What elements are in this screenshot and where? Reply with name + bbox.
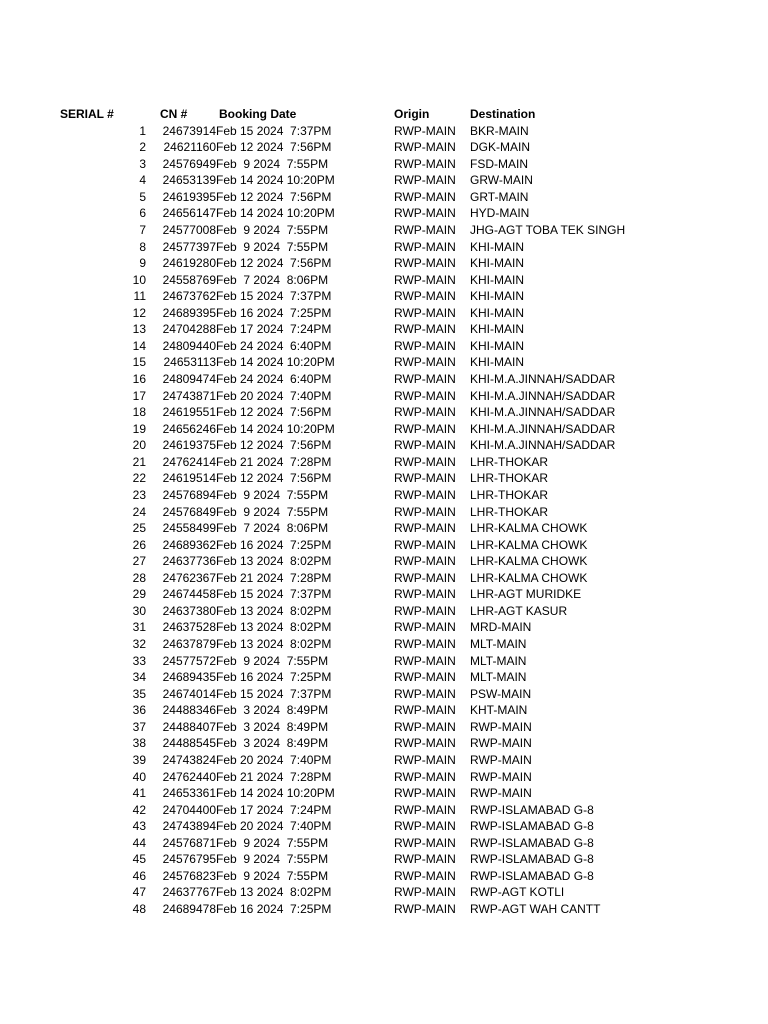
table-header-row — [60, 106, 640, 123]
cn-cell: 24577397 — [162, 239, 216, 254]
serial-cell: 27 — [132, 554, 146, 569]
destination-cell: MLT-MAIN — [470, 653, 527, 668]
destination-cell: MRD-MAIN — [470, 620, 532, 635]
table-row — [60, 868, 640, 885]
table-row — [60, 305, 640, 322]
cn-cell: 24576894 — [162, 487, 216, 502]
table-row — [60, 719, 640, 736]
destination-cell: KHI-M.A.JINNAH/SADDAR — [470, 438, 616, 453]
destination-cell: LHR-KALMA CHOWK — [470, 537, 588, 552]
booking-date-cell: Feb 13 2024 8:02PM — [216, 885, 332, 900]
destination-cell: FSD-MAIN — [470, 156, 528, 171]
table-row — [60, 603, 640, 620]
serial-cell: 41 — [132, 786, 146, 801]
table-row — [60, 653, 640, 670]
booking-date-cell: Feb 20 2024 7:40PM — [216, 752, 332, 767]
shipment-table — [60, 106, 640, 918]
cn-cell: 24809474 — [162, 372, 216, 386]
destination-cell: KHT-MAIN — [470, 703, 528, 718]
booking-date-cell: Feb 20 2024 7:40PM — [216, 388, 332, 403]
serial-cell: 24 — [132, 504, 146, 519]
serial-cell: 25 — [132, 521, 146, 536]
table-row — [60, 619, 640, 636]
cn-cell: 24619280 — [162, 256, 216, 271]
booking-date-cell: Feb 3 2024 8:49PM — [216, 703, 329, 718]
booking-date-cell: Feb 14 2024 10:20PM — [216, 173, 335, 188]
origin-cell: RWP-MAIN — [394, 902, 456, 916]
header-origin: Origin — [394, 107, 430, 121]
cn-cell: 24674014 — [162, 686, 216, 701]
cn-cell: 24704288 — [162, 322, 216, 337]
destination-cell: KHI-M.A.JINNAH/SADDAR — [470, 421, 616, 436]
serial-cell: 17 — [132, 388, 146, 403]
cn-cell: 24809440 — [162, 338, 216, 353]
destination-cell: RWP-MAIN — [470, 736, 532, 751]
header-booking-date — [216, 106, 394, 123]
origin-cell: RWP-MAIN — [394, 769, 456, 784]
serial-cell: 12 — [132, 305, 146, 320]
table-row — [60, 172, 640, 189]
table-row — [60, 884, 640, 901]
booking-date-cell: Feb 13 2024 8:02PM — [216, 637, 332, 651]
destination-cell: LHR-THOKAR — [470, 504, 549, 519]
cn-cell: 24743894 — [162, 819, 216, 834]
cn-cell: 24637528 — [162, 620, 216, 635]
destination-cell: RWP-AGT KOTLI — [470, 885, 565, 900]
booking-date-cell: Feb 13 2024 8:02PM — [216, 554, 332, 569]
cn-cell: 24689395 — [162, 305, 216, 320]
booking-date-cell: Feb 13 2024 8:02PM — [216, 620, 332, 635]
table-row — [60, 735, 640, 752]
origin-cell: RWP-MAIN — [394, 670, 456, 685]
serial-cell: 30 — [132, 603, 146, 618]
table-row — [60, 636, 640, 653]
destination-cell: HYD-MAIN — [470, 206, 530, 221]
serial-cell: 32 — [132, 637, 146, 651]
destination-cell: KHI-M.A.JINNAH/SADDAR — [470, 405, 616, 420]
table-row — [60, 388, 640, 405]
table-row — [60, 802, 640, 819]
serial-cell: 40 — [132, 769, 146, 784]
destination-cell: GRT-MAIN — [470, 189, 529, 204]
serial-cell: 22 — [132, 471, 146, 486]
booking-date-cell: Feb 9 2024 7:55PM — [216, 504, 329, 519]
table-row — [60, 487, 640, 504]
origin-cell: RWP-MAIN — [394, 272, 456, 287]
origin-cell: RWP-MAIN — [394, 719, 456, 734]
origin-cell: RWP-MAIN — [394, 637, 456, 651]
cn-cell: 24674458 — [162, 587, 216, 602]
cn-cell: 24576823 — [162, 868, 216, 883]
origin-cell: RWP-MAIN — [394, 686, 456, 701]
booking-date-cell: Feb 12 2024 7:56PM — [216, 438, 332, 453]
serial-cell: 16 — [132, 372, 146, 386]
origin-cell: RWP-MAIN — [394, 454, 456, 469]
serial-cell: 43 — [132, 819, 146, 834]
table-row — [60, 835, 640, 852]
table-row — [60, 686, 640, 703]
cn-cell: 24762414 — [162, 454, 216, 469]
origin-cell: RWP-MAIN — [394, 140, 456, 155]
table-row — [60, 239, 640, 256]
table-row — [60, 818, 640, 835]
cn-cell: 24576795 — [162, 852, 216, 867]
serial-cell: 29 — [132, 587, 146, 602]
booking-date-cell: Feb 12 2024 7:56PM — [216, 140, 332, 155]
serial-cell: 10 — [132, 272, 146, 287]
booking-date-cell: Feb 7 2024 8:06PM — [216, 272, 329, 287]
destination-cell: KHI-M.A.JINNAH/SADDAR — [470, 388, 616, 403]
cn-cell: 24577008 — [162, 222, 216, 237]
origin-cell: RWP-MAIN — [394, 388, 456, 403]
booking-date-cell: Feb 7 2024 8:06PM — [216, 521, 329, 536]
booking-date-cell: Feb 13 2024 8:02PM — [216, 603, 332, 618]
cn-cell: 24689435 — [162, 670, 216, 685]
origin-cell: RWP-MAIN — [394, 885, 456, 900]
table-row — [60, 354, 640, 371]
cn-cell: 24619375 — [162, 438, 216, 453]
table-row — [60, 851, 640, 868]
table-row — [60, 139, 640, 156]
serial-cell: 9 — [139, 256, 146, 271]
cn-cell: 24656246 — [162, 421, 216, 436]
origin-cell: RWP-MAIN — [394, 372, 456, 386]
destination-cell: JHG-AGT TOBA TEK SINGH — [470, 222, 626, 237]
origin-cell: RWP-MAIN — [394, 471, 456, 486]
booking-date-cell: Feb 15 2024 7:37PM — [216, 123, 332, 138]
destination-cell: RWP-ISLAMABAD G-8 — [470, 852, 594, 867]
booking-date-cell: Feb 9 2024 7:55PM — [216, 653, 329, 668]
serial-cell: 28 — [132, 570, 146, 585]
serial-cell: 26 — [132, 537, 146, 552]
serial-cell: 1 — [139, 123, 146, 138]
destination-cell: KHI-MAIN — [470, 355, 524, 370]
table-row — [60, 437, 640, 454]
origin-cell: RWP-MAIN — [394, 703, 456, 718]
header-serial: SERIAL # — [60, 107, 114, 121]
table-row — [60, 156, 640, 173]
table-row — [60, 785, 640, 802]
booking-date-cell: Feb 9 2024 7:55PM — [216, 156, 329, 171]
cn-cell: 24637879 — [162, 637, 216, 651]
origin-cell: RWP-MAIN — [394, 587, 456, 602]
cn-cell: 24689478 — [162, 902, 216, 916]
booking-date-cell: Feb 16 2024 7:25PM — [216, 305, 332, 320]
serial-cell: 37 — [132, 719, 146, 734]
table-row — [60, 371, 640, 388]
booking-date-cell: Feb 12 2024 7:56PM — [216, 256, 332, 271]
table-row — [60, 338, 640, 355]
table-row — [60, 205, 640, 222]
cn-cell: 24488545 — [162, 736, 216, 751]
origin-cell: RWP-MAIN — [394, 156, 456, 171]
origin-cell: RWP-MAIN — [394, 322, 456, 337]
booking-date-cell: Feb 3 2024 8:49PM — [216, 736, 329, 751]
booking-date-cell: Feb 16 2024 7:25PM — [216, 670, 332, 685]
serial-cell: 48 — [132, 902, 146, 916]
serial-cell: 36 — [132, 703, 146, 718]
origin-cell: RWP-MAIN — [394, 123, 456, 138]
table-row — [60, 504, 640, 521]
serial-cell: 13 — [132, 322, 146, 337]
cn-cell: 24619395 — [162, 189, 216, 204]
booking-date-cell: Feb 15 2024 7:37PM — [216, 686, 332, 701]
origin-cell: RWP-MAIN — [394, 256, 456, 271]
table-row — [60, 570, 640, 587]
serial-cell: 47 — [132, 885, 146, 900]
cn-cell: 24558499 — [162, 521, 216, 536]
serial-cell: 8 — [139, 239, 146, 254]
destination-cell: LHR-THOKAR — [470, 487, 549, 502]
destination-cell: KHI-MAIN — [470, 338, 524, 353]
cn-cell: 24653139 — [162, 173, 216, 188]
destination-cell: RWP-MAIN — [470, 752, 532, 767]
destination-cell: RWP-AGT WAH CANTT — [470, 902, 601, 916]
booking-date-cell: Feb 12 2024 7:56PM — [216, 471, 332, 486]
cn-cell: 24637767 — [162, 885, 216, 900]
serial-cell: 44 — [132, 835, 146, 850]
origin-cell: RWP-MAIN — [394, 570, 456, 585]
serial-cell: 19 — [132, 421, 146, 436]
destination-cell: KHI-MAIN — [470, 305, 524, 320]
origin-cell: RWP-MAIN — [394, 786, 456, 801]
origin-cell: RWP-MAIN — [394, 206, 456, 221]
origin-cell: RWP-MAIN — [394, 620, 456, 635]
cn-cell: 24656147 — [162, 206, 216, 221]
serial-cell: 18 — [132, 405, 146, 420]
destination-cell: RWP-ISLAMABAD G-8 — [470, 868, 594, 883]
header-cn — [146, 106, 216, 123]
booking-date-cell: Feb 16 2024 7:25PM — [216, 902, 332, 916]
destination-cell: KHI-MAIN — [470, 289, 524, 304]
destination-cell: KHI-MAIN — [470, 239, 524, 254]
destination-cell: MLT-MAIN — [470, 670, 527, 685]
destination-cell: RWP-ISLAMABAD G-8 — [470, 835, 594, 850]
origin-cell: RWP-MAIN — [394, 222, 456, 237]
serial-cell: 4 — [139, 173, 146, 188]
booking-date-cell: Feb 15 2024 7:37PM — [216, 289, 332, 304]
destination-cell: KHI-MAIN — [470, 256, 524, 271]
serial-cell: 39 — [132, 752, 146, 767]
cn-cell: 24637736 — [162, 554, 216, 569]
cn-cell: 24743871 — [162, 388, 216, 403]
origin-cell: RWP-MAIN — [394, 289, 456, 304]
serial-cell: 33 — [132, 653, 146, 668]
booking-date-cell: Feb 24 2024 6:40PM — [216, 338, 332, 353]
serial-cell: 7 — [139, 222, 146, 237]
serial-cell: 11 — [133, 289, 146, 304]
table-row — [60, 520, 640, 537]
cn-cell: 24673914 — [162, 123, 216, 138]
destination-cell: MLT-MAIN — [470, 637, 527, 651]
origin-cell: RWP-MAIN — [394, 653, 456, 668]
cn-cell: 24653361 — [162, 786, 216, 801]
origin-cell: RWP-MAIN — [394, 554, 456, 569]
cn-cell: 24689362 — [162, 537, 216, 552]
destination-cell: LHR-AGT MURIDKE — [470, 587, 582, 602]
destination-cell: KHI-M.A.JINNAH/SADDAR — [470, 372, 616, 386]
cn-cell: 24673762 — [162, 289, 216, 304]
cn-cell: 24488407 — [162, 719, 216, 734]
origin-cell: RWP-MAIN — [394, 521, 456, 536]
booking-date-cell: Feb 14 2024 10:20PM — [216, 355, 335, 370]
cn-cell: 24762440 — [162, 769, 216, 784]
table-body — [60, 123, 640, 918]
origin-cell: RWP-MAIN — [394, 421, 456, 436]
destination-cell: PSW-MAIN — [470, 686, 532, 701]
origin-cell: RWP-MAIN — [394, 752, 456, 767]
destination-cell: LHR-KALMA CHOWK — [470, 521, 588, 536]
cn-cell: 24619514 — [162, 471, 216, 486]
destination-cell: BKR-MAIN — [470, 123, 529, 138]
table-row — [60, 421, 640, 438]
origin-cell: RWP-MAIN — [394, 173, 456, 188]
table-row — [60, 537, 640, 554]
serial-cell: 35 — [132, 686, 146, 701]
serial-cell: 45 — [132, 852, 146, 867]
booking-date-cell: Feb 14 2024 10:20PM — [216, 786, 335, 801]
cn-cell: 24558769 — [162, 272, 216, 287]
table-row — [60, 669, 640, 686]
destination-cell: RWP-MAIN — [470, 786, 532, 801]
table-row — [60, 586, 640, 603]
table-row — [60, 752, 640, 769]
serial-cell: 34 — [132, 670, 146, 685]
origin-cell: RWP-MAIN — [394, 487, 456, 502]
serial-cell: 46 — [132, 868, 146, 883]
origin-cell: RWP-MAIN — [394, 239, 456, 254]
origin-cell: RWP-MAIN — [394, 438, 456, 453]
destination-cell: LHR-THOKAR — [470, 454, 549, 469]
table-row — [60, 222, 640, 239]
cn-cell: 24637380 — [162, 603, 216, 618]
origin-cell: RWP-MAIN — [394, 736, 456, 751]
booking-date-cell: Feb 9 2024 7:55PM — [216, 852, 329, 867]
booking-date-cell: Feb 3 2024 8:49PM — [216, 719, 329, 734]
cn-cell: 24619551 — [162, 405, 216, 420]
header-destination: Destination — [470, 107, 536, 121]
cn-cell: 24704400 — [162, 802, 216, 817]
serial-cell: 21 — [132, 454, 146, 469]
table-row — [60, 321, 640, 338]
destination-cell: RWP-MAIN — [470, 719, 532, 734]
booking-date-cell: Feb 16 2024 7:25PM — [216, 537, 332, 552]
origin-cell: RWP-MAIN — [394, 305, 456, 320]
cn-cell: 24762367 — [162, 570, 216, 585]
booking-date-cell: Feb 15 2024 7:37PM — [216, 587, 332, 602]
origin-cell: RWP-MAIN — [394, 819, 456, 834]
serial-cell: 6 — [139, 206, 146, 221]
booking-date-cell: Feb 24 2024 6:40PM — [216, 372, 332, 386]
serial-cell: 14 — [132, 338, 146, 353]
destination-cell: DGK-MAIN — [470, 140, 530, 155]
serial-cell: 15 — [132, 355, 146, 370]
destination-cell: LHR-KALMA CHOWK — [470, 570, 588, 585]
booking-date-cell: Feb 20 2024 7:40PM — [216, 819, 332, 834]
origin-cell: RWP-MAIN — [394, 802, 456, 817]
booking-date-cell: Feb 17 2024 7:24PM — [216, 322, 332, 337]
booking-date-cell: Feb 21 2024 7:28PM — [216, 769, 332, 784]
serial-cell: 42 — [132, 802, 146, 817]
booking-date-cell: Feb 14 2024 10:20PM — [216, 206, 335, 221]
cn-cell: 24743824 — [162, 752, 216, 767]
origin-cell: RWP-MAIN — [394, 405, 456, 420]
destination-cell: LHR-AGT KASUR — [470, 603, 568, 618]
cn-cell: 24576949 — [162, 156, 216, 171]
cn-cell: 24577572 — [162, 653, 216, 668]
serial-cell: 2 — [139, 140, 146, 155]
booking-date-cell: Feb 12 2024 7:56PM — [216, 405, 332, 420]
cn-cell: 24576871 — [162, 835, 216, 850]
destination-cell: GRW-MAIN — [470, 173, 533, 188]
booking-date-cell: Feb 21 2024 7:28PM — [216, 570, 332, 585]
table-row — [60, 553, 640, 570]
table-row — [60, 769, 640, 786]
header-cn-label: CN # — [160, 107, 188, 121]
serial-cell: 23 — [132, 487, 146, 502]
destination-cell: RWP-ISLAMABAD G-8 — [470, 802, 594, 817]
origin-cell: RWP-MAIN — [394, 835, 456, 850]
table-row — [60, 454, 640, 471]
origin-cell: RWP-MAIN — [394, 537, 456, 552]
booking-date-cell: Feb 14 2024 10:20PM — [216, 421, 335, 436]
booking-date-cell: Feb 17 2024 7:24PM — [216, 802, 332, 817]
booking-date-cell: Feb 21 2024 7:28PM — [216, 454, 332, 469]
table-row — [60, 470, 640, 487]
cn-cell: 24576849 — [162, 504, 216, 519]
table-row — [60, 189, 640, 206]
origin-cell: RWP-MAIN — [394, 852, 456, 867]
origin-cell: RWP-MAIN — [394, 603, 456, 618]
table-row — [60, 123, 640, 140]
origin-cell: RWP-MAIN — [394, 504, 456, 519]
destination-cell: KHI-MAIN — [470, 272, 524, 287]
header-booking-date-label: Booking Date — [219, 107, 297, 121]
serial-cell: 5 — [139, 189, 146, 204]
origin-cell: RWP-MAIN — [394, 868, 456, 883]
destination-cell: RWP-ISLAMABAD G-8 — [470, 819, 594, 834]
serial-cell: 20 — [132, 438, 146, 453]
cn-cell: 24621160 — [163, 140, 216, 155]
table-row — [60, 702, 640, 719]
table-row — [60, 288, 640, 305]
destination-cell: KHI-MAIN — [470, 322, 524, 337]
cn-cell: 24653113 — [163, 355, 216, 370]
booking-date-cell: Feb 12 2024 7:56PM — [216, 189, 332, 204]
origin-cell: RWP-MAIN — [394, 338, 456, 353]
serial-cell: 3 — [139, 156, 146, 171]
destination-cell: LHR-THOKAR — [470, 471, 549, 486]
booking-date-cell: Feb 9 2024 7:55PM — [216, 487, 329, 502]
table-row — [60, 901, 640, 918]
destination-cell: RWP-MAIN — [470, 769, 532, 784]
table-row — [60, 255, 640, 272]
booking-date-cell: Feb 9 2024 7:55PM — [216, 222, 329, 237]
origin-cell: RWP-MAIN — [394, 189, 456, 204]
cn-cell: 24488346 — [162, 703, 216, 718]
serial-cell: 38 — [132, 736, 146, 751]
booking-date-cell: Feb 9 2024 7:55PM — [216, 239, 329, 254]
destination-cell: LHR-KALMA CHOWK — [470, 554, 588, 569]
table-row — [60, 404, 640, 421]
origin-cell: RWP-MAIN — [394, 355, 456, 370]
serial-cell: 31 — [132, 620, 146, 635]
booking-date-cell: Feb 9 2024 7:55PM — [216, 835, 329, 850]
table-row — [60, 272, 640, 289]
booking-date-cell: Feb 9 2024 7:55PM — [216, 868, 329, 883]
